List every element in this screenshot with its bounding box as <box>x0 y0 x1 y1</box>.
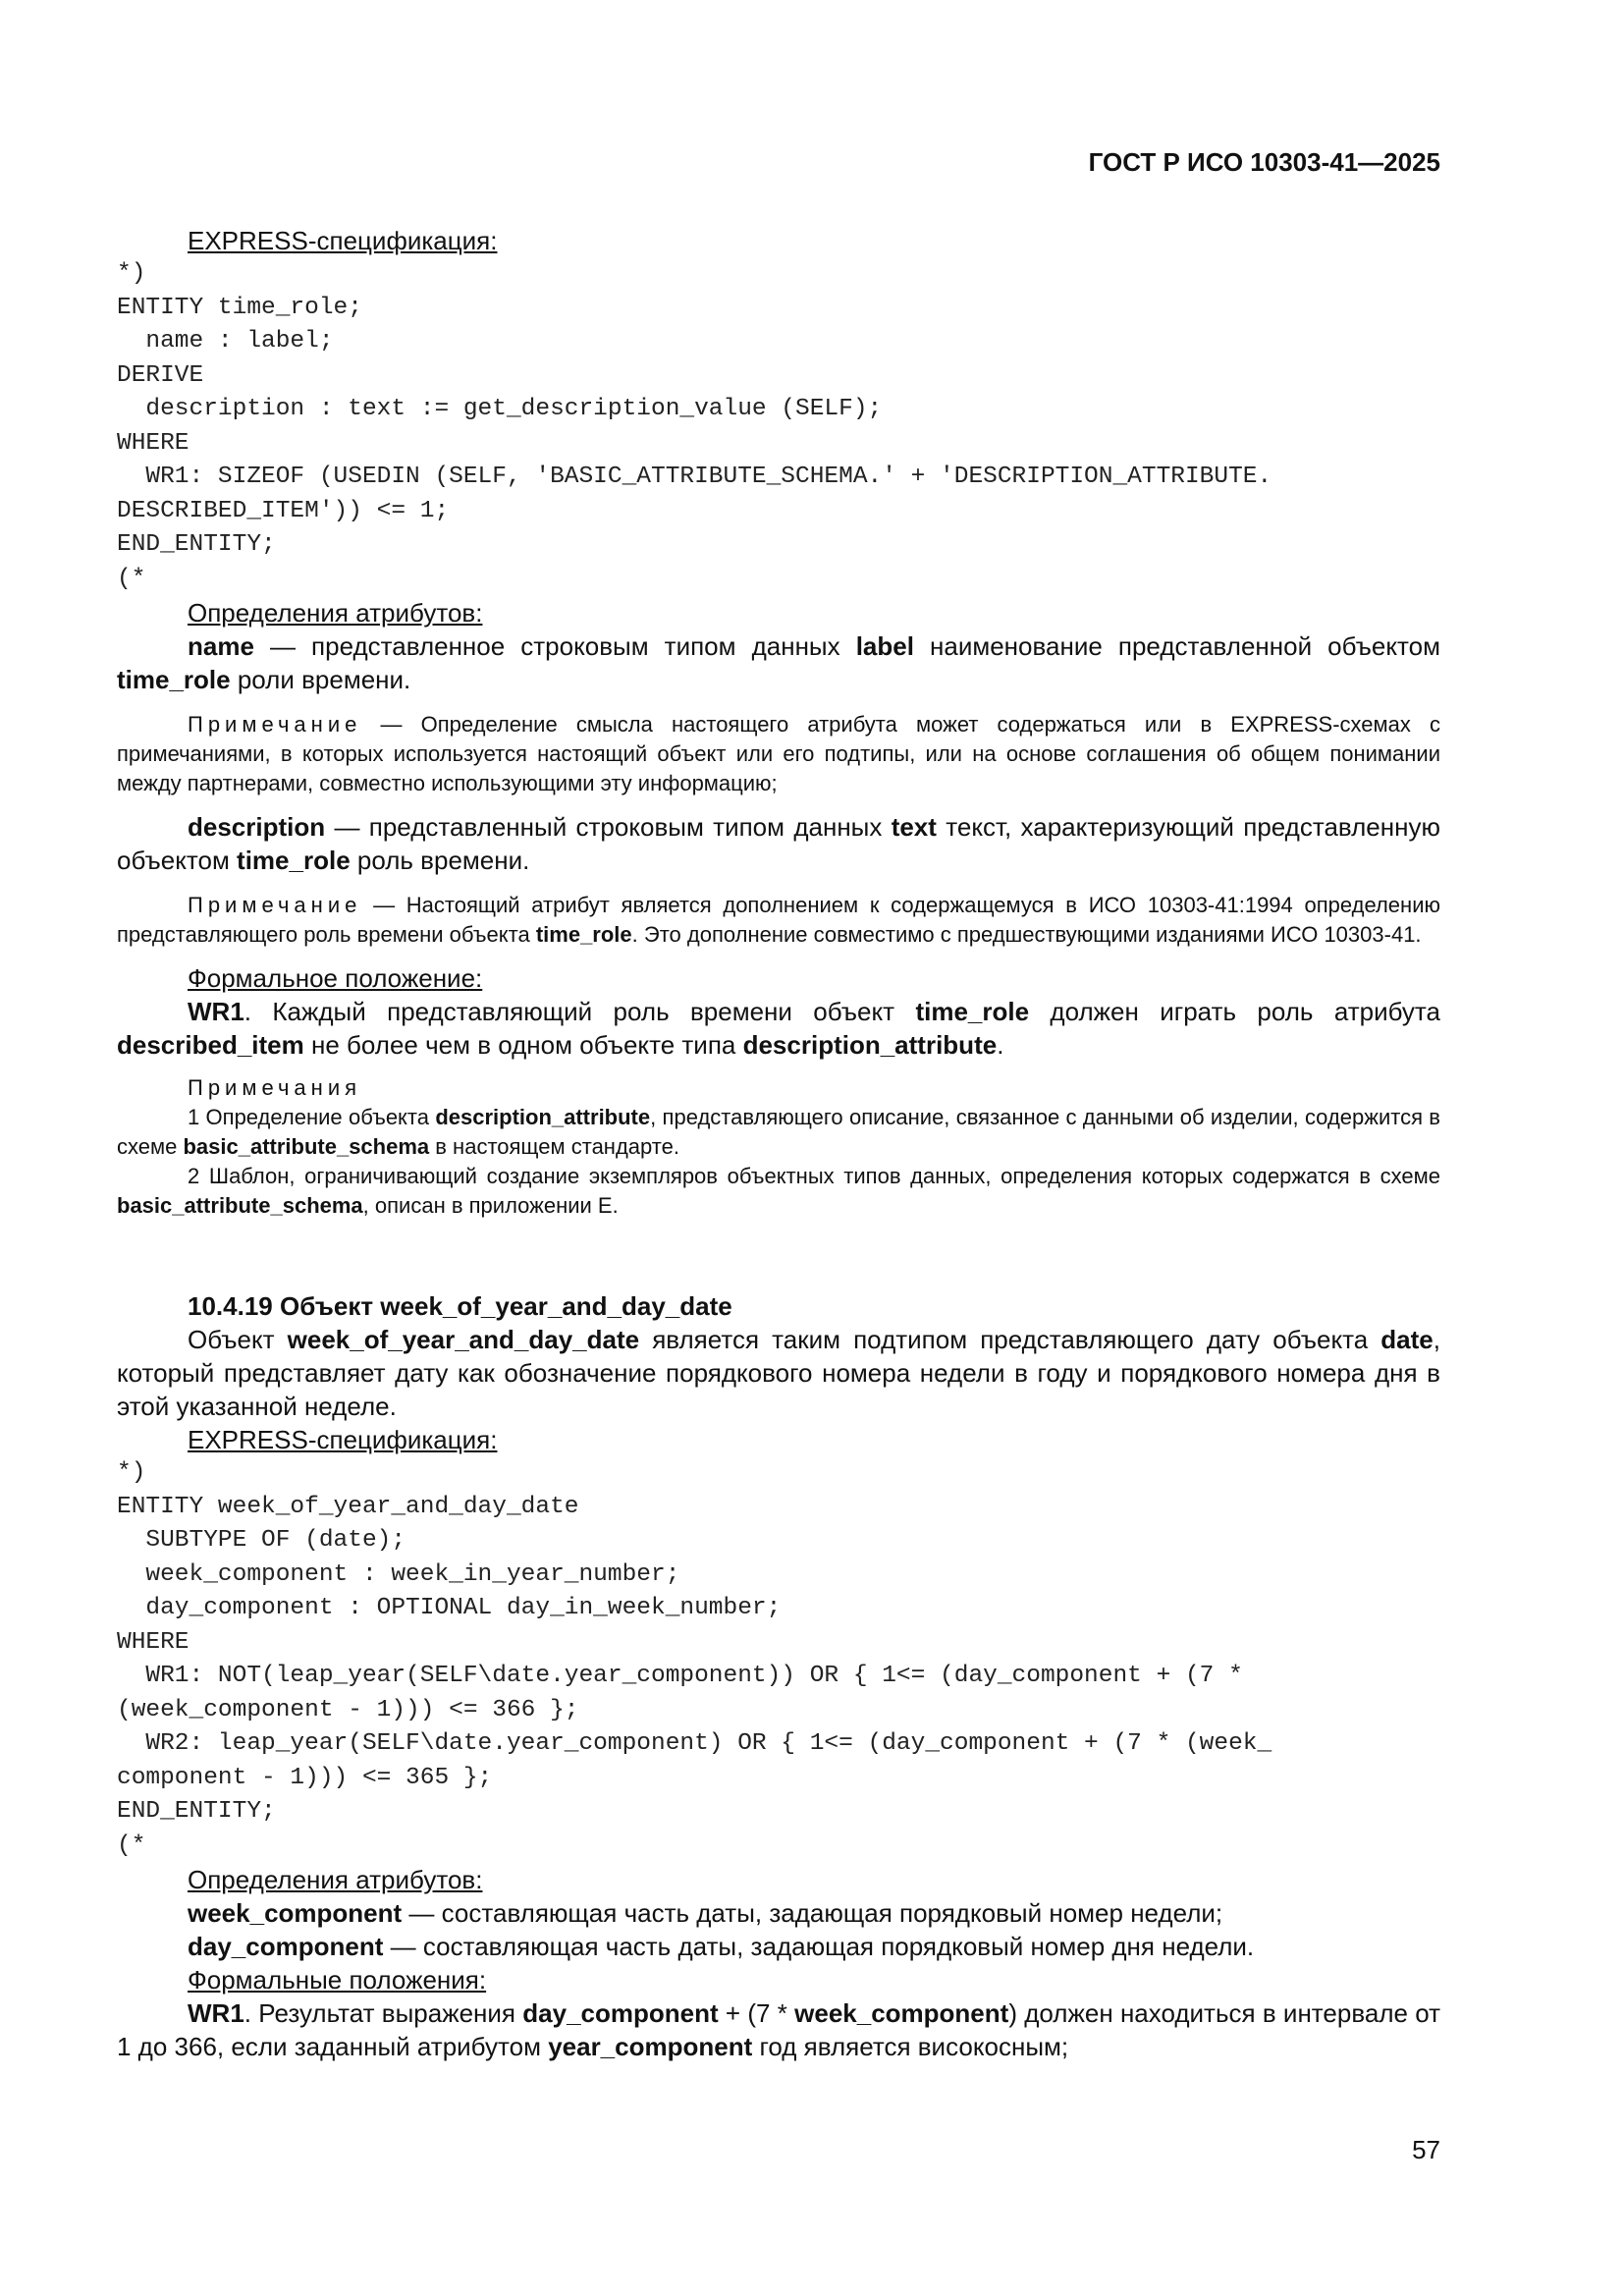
formal-proposition-label: Формальное положение: <box>188 963 483 993</box>
note-item-1: 1 Определение объекта description_attribute, представляющего описание, связанное с данными об изделии, содержится в схеме basic_attribute_schema в настоящем стандарте. <box>117 1105 1440 1159</box>
express-code-time-role: *) ENTITY time_role; name : label; DERIVE description : text := get_description_value (SELF); WHERE WR1: SIZEOF (USEDIN (SELF, 'BASIC_ATTRIBUTE_SCHEMA.' + 'DESCRIPTION_ATTRIBUTE. DESCRIBED_ITEM')) <= 1; END_ENTITY; (* <box>117 260 1272 592</box>
description-attribute-definition: description — представленный строковым типом данных text текст, характеризующий представленную объектом time_role роль времени. <box>117 812 1440 875</box>
note-1: Примечание — Определение смысла настоящего атрибута может содержаться или в EXPRESS-схемах с примечаниями, в которых используется настоящий объект или его подтипы, или на основе соглашения об общем понимании между партнерами, совместно использующими эту информацию; <box>117 712 1440 795</box>
notes-label: Примечания <box>188 1075 362 1100</box>
wr1-rule: WR1. Каждый представляющий роль времени объект time_role должен играть роль атрибута described_item не более чем в одном объекте типа description_attribute. <box>117 997 1440 1060</box>
day-component-definition: day_component — составляющая часть даты, задающая порядковый номер дня недели. <box>188 1932 1255 1961</box>
note-item-2: 2 Шаблон, ограничивающий создание экземпляров объектных типов данных, определения которых содержатся в схеме basic_attribute_schema, описан в приложении Е. <box>117 1164 1440 1218</box>
express-spec-label: EXPRESS-спецификация: <box>188 226 498 255</box>
week-component-definition: week_component — составляющая часть даты, задающая порядковый номер недели; <box>188 1898 1223 1928</box>
entity-time-role-block <box>117 224 1440 1221</box>
express-code-week-of-year: *) ENTITY week_of_year_and_day_date SUBTYPE OF (date); week_component : week_in_year_number; day_component : OPTIONAL day_in_week_number; WHERE WR1: NOT(leap_year(SELF\date.year_component)) OR { 1<= (day_component + (7 * (week_component - 1))) <= 366 }; WR2: leap_year(SELF\date.year_component) OR { 1<= (day_component + (7 * (week_ component - 1))) <= 365 }; END_ENTITY; (* <box>117 1459 1272 1859</box>
attribute-definitions-label: Определения атрибутов: <box>188 598 483 628</box>
attribute-definitions-label-2: Определения атрибутов: <box>188 1865 483 1894</box>
express-spec-label-2: EXPRESS-спецификация: <box>188 1425 498 1454</box>
name-attribute-definition: name — представленное строковым типом данных label наименование представленной объектом time_role роли времени. <box>117 631 1440 694</box>
note-2: Примечание — Настоящий атрибут является дополнением к содержащемуся в ИСО 10303-41:1994 определению представляющего роль времени объекта time_role. Это дополнение совместимо с предшествующими изданиями ИСО 10303-41. <box>117 893 1440 947</box>
section-intro: Объект week_of_year_and_day_date является таким подтипом представляющего дату объекта date, который представляет дату как обозначение порядкового номера недели в году и порядкового номера дня в этой указанной неделе. <box>117 1325 1440 1421</box>
formal-propositions-label: Формальные положения: <box>188 1965 487 1995</box>
section-heading: 10.4.19 Объект week_of_year_and_day_date <box>188 1291 732 1321</box>
section-10-4-19 <box>117 1289 1440 2063</box>
standard-header: ГОСТ Р ИСО 10303-41—2025 <box>1088 147 1440 177</box>
wr1-rule-2: WR1. Результат выражения day_component + (7 * week_component) должен находиться в интервале от 1 до 366, если заданный атрибутом year_component год является високосным; <box>117 1998 1441 2061</box>
page-number: 57 <box>1412 2135 1440 2164</box>
